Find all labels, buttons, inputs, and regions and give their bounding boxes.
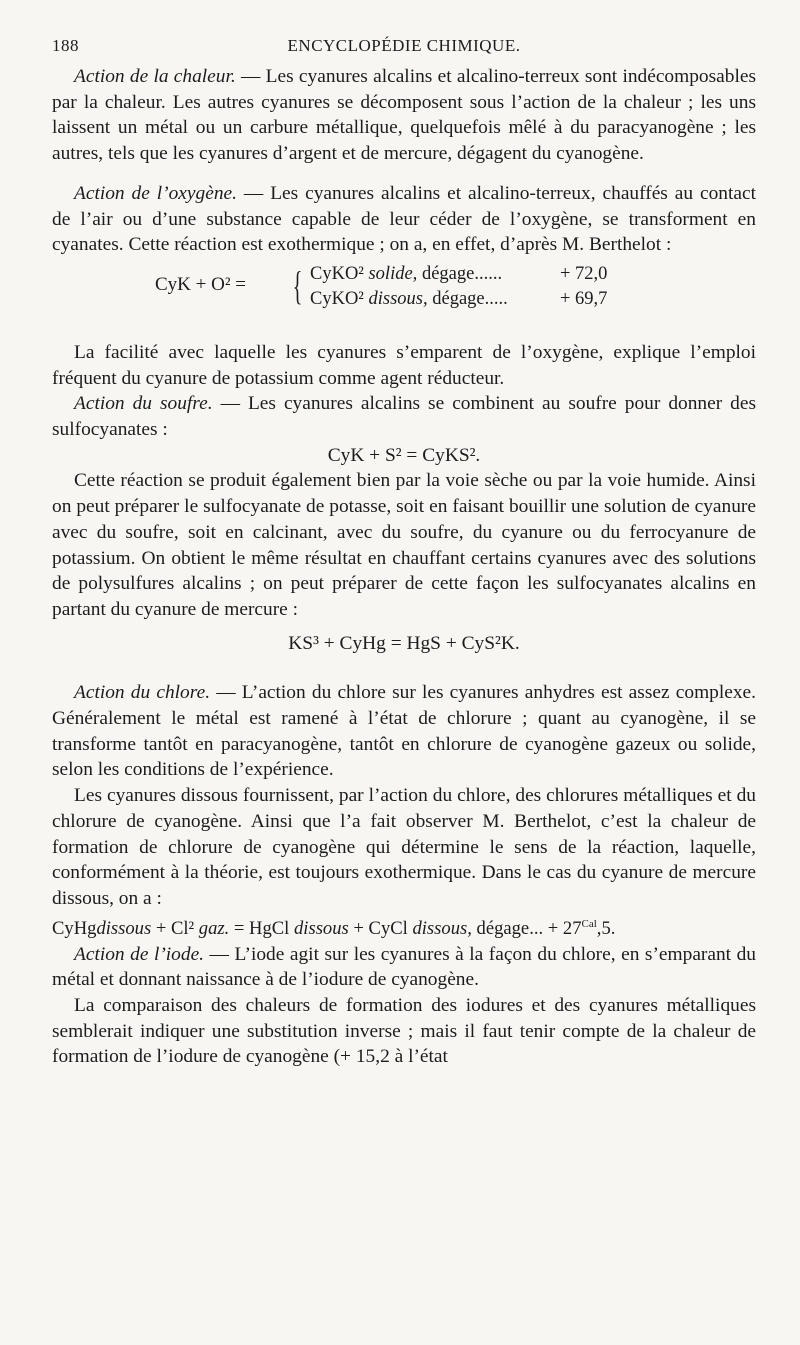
equation-soufre: CyK + S² = CyKS².: [327, 444, 481, 466]
paragraph-chaleur: [52, 64, 756, 167]
equation-chlore: CyHgdissous + Cl² gaz. = HgCl dissous + CyCl dissous, dégage... + $27^{Cal},5$.: [52, 917, 616, 939]
paragraph-text: — L’iode agit sur les cyanures à la façon du chlore, en s’emparant du métal et donnant naissance à de l’iodure de cyanogène.: [52, 943, 756, 991]
equation-left-side: CyK + O² =: [155, 273, 246, 295]
running-title: ENCYCLOPÉDIE CHIMIQUE.: [287, 36, 521, 55]
section-heading-chaleur: Action de la chaleur.: [74, 66, 236, 87]
brace-symbol: {: [292, 262, 303, 308]
equation-branch-solid: CyKO² solide, dégage...... + 72,0: [310, 262, 670, 287]
equation-branch-dissolved: CyKO² dissous, dégage..... + 69,7: [310, 287, 670, 312]
paragraph-text: — L’action du chlore sur les cyanures anhydres est assez complexe. Généralement le métal est ramené à l’état de chlorure ; quant au cyanogène, il se transforme tantôt en paracyanogène, tantôt en chlorure de cyanogène gazeux ou solide, selon les conditions de l’expérience.: [52, 682, 756, 781]
section-heading-soufre: Action du soufre.: [74, 393, 213, 415]
equation-mercure: KS³ + CyHg = HgS + CyS²K.: [288, 632, 520, 654]
page-number: 188: [52, 36, 79, 55]
paragraph-chlore: [52, 680, 756, 783]
paragraph-sulfocyanate: Cette réaction se produit également bien par la voie sèche ou par la voie humide. Ainsi on peut préparer le sulfocyanate de potasse, soit en faisant bouillir une solution de cyanure avec du soufre, soit en calcinant, avec du soufre, du cyanure ou du ferrocyanure de potassium. On obtient le même résultat en chauffant certains cyanures avec des solutions de polysulfures alcalins ; on peut préparer de cette façon les sulfocyanates alcalins en partant du cyanure de mercure :: [52, 470, 756, 620]
heat-value: + 69,7: [560, 288, 608, 309]
section-heading-oxygene: Action de l’oxygène.: [74, 182, 237, 204]
page-header: [52, 36, 756, 62]
paragraph-soufre: [52, 391, 756, 442]
paragraph-text: — Les cyanures alcalins se combinent au soufre pour donner des sulfocyanates :: [52, 393, 756, 441]
paragraph-dissous: Les cyanures dissous fournissent, par l’action du chlore, des chlorures métalliques et du chlorure de cyanogène. Ainsi que l’a fait observer M. Berthelot, c’est la chaleur de formation de chlorure de cyanogène qui détermine le sens de la réaction, laquelle, conformément à la théorie, est toujours exothermique. Dans le cas du cyanure de mercure dissous, on a :: [52, 785, 756, 909]
section-heading-iode: Action de l’iode.: [74, 943, 205, 965]
paragraph-iode: [52, 942, 756, 993]
paragraph-text: — Les cyanures alcalins et alcalino-terreux sont indécomposables par la chaleur. Les autres cyanures se décomposent sous l’action de la chaleur ; les uns laissent un métal ou un carbure métallique, quelquefois mêlé à du paracyanogène ; les autres, tels que les cyanures d’argent et de mercure, dégagent du cyanogène.: [52, 66, 756, 165]
heat-value: + 72,0: [560, 263, 608, 284]
paragraph-reducteur: La facilité avec laquelle les cyanures s’emparent de l’oxygène, explique l’emploi fréquent du cyanure de potassium comme agent réducteur.: [52, 341, 756, 389]
page-body: [52, 64, 756, 1070]
paragraph-oxygene: [52, 181, 756, 258]
equation-oxygene: [52, 262, 756, 322]
equation-branches: [310, 262, 670, 312]
paragraph-text: — Les cyanures alcalins et alcalino-terreux, chauffés au contact de l’air ou d’une substance capable de leur céder de l’oxygène, se transforment en cyanates. Cette réaction est exothermique ; on a, en effet, d’après M. Berthelot :: [52, 182, 756, 256]
section-heading-chlore: Action du chlore.: [74, 682, 211, 704]
paragraph-comparaison: La comparaison des chaleurs de formation des iodures et des cyanures métalliques semblerait indiquer une substitution inverse ; mais il faut tenir compte de la chaleur de formation de l’iodure de cyanogène (+ 15,2 à l’état: [52, 994, 756, 1068]
